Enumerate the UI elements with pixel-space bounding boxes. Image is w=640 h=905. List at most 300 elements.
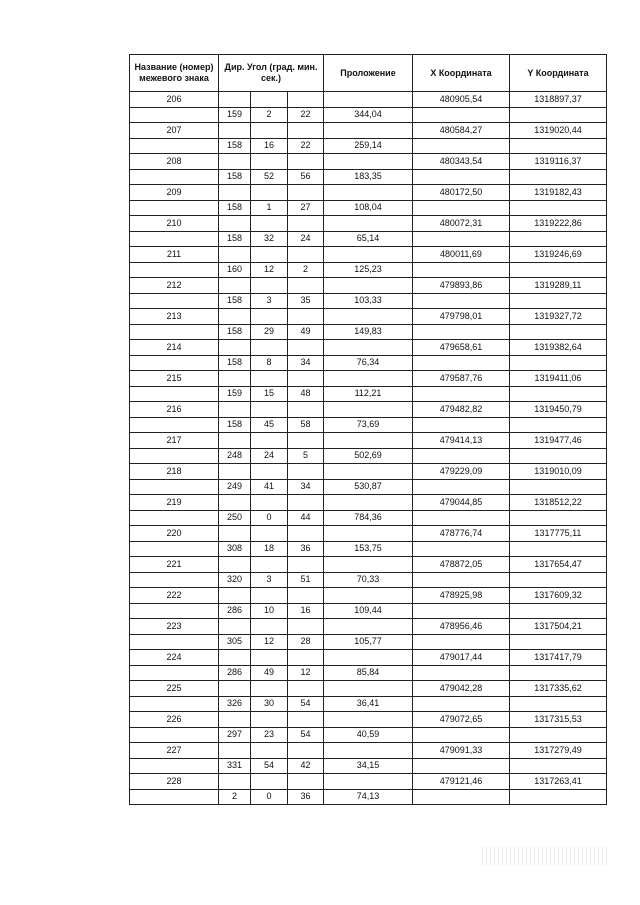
distance: 70,33	[324, 572, 413, 588]
empty-cell	[219, 185, 251, 201]
empty-cell	[510, 789, 607, 804]
empty-cell	[251, 185, 288, 201]
empty-cell	[288, 309, 324, 325]
y-coordinate: 1319450,79	[510, 402, 607, 418]
angle-degrees: 158	[219, 231, 251, 247]
empty-cell	[219, 712, 251, 728]
angle-minutes: 1	[251, 200, 288, 216]
empty-cell	[510, 355, 607, 371]
distance: 74,13	[324, 789, 413, 804]
empty-cell	[510, 541, 607, 557]
empty-cell	[510, 603, 607, 619]
empty-cell	[219, 650, 251, 666]
empty-cell	[288, 774, 324, 790]
y-coordinate: 1319246,69	[510, 247, 607, 263]
distance: 36,41	[324, 696, 413, 712]
empty-cell	[130, 603, 219, 619]
point-name: 213	[130, 309, 219, 325]
point-name: 221	[130, 557, 219, 573]
x-coordinate: 480343,54	[413, 154, 510, 170]
empty-cell	[288, 619, 324, 635]
empty-cell	[413, 262, 510, 278]
empty-cell	[219, 433, 251, 449]
angle-seconds: 58	[288, 417, 324, 433]
empty-cell	[219, 526, 251, 542]
empty-cell	[219, 743, 251, 759]
empty-cell	[219, 92, 251, 108]
table-row-point	[130, 309, 607, 325]
empty-cell	[324, 154, 413, 170]
empty-cell	[219, 216, 251, 232]
empty-cell	[413, 448, 510, 464]
angle-degrees: 248	[219, 448, 251, 464]
distance: 183,35	[324, 169, 413, 185]
angle-degrees: 331	[219, 758, 251, 774]
table-row-segment	[130, 262, 607, 278]
y-coordinate: 1317609,32	[510, 588, 607, 604]
empty-cell	[324, 123, 413, 139]
empty-cell	[130, 231, 219, 247]
empty-cell	[288, 216, 324, 232]
empty-cell	[288, 650, 324, 666]
angle-minutes: 41	[251, 479, 288, 495]
angle-seconds: 48	[288, 386, 324, 402]
distance: 125,23	[324, 262, 413, 278]
empty-cell	[130, 386, 219, 402]
angle-degrees: 158	[219, 169, 251, 185]
empty-cell	[219, 371, 251, 387]
table-row-segment	[130, 293, 607, 309]
empty-cell	[510, 727, 607, 743]
empty-cell	[251, 278, 288, 294]
empty-cell	[510, 417, 607, 433]
angle-minutes: 15	[251, 386, 288, 402]
x-coordinate: 480905,54	[413, 92, 510, 108]
y-coordinate: 1317335,62	[510, 681, 607, 697]
empty-cell	[413, 138, 510, 154]
empty-cell	[324, 681, 413, 697]
point-name: 210	[130, 216, 219, 232]
angle-degrees: 159	[219, 386, 251, 402]
y-coordinate: 1319010,09	[510, 464, 607, 480]
x-coordinate: 478776,74	[413, 526, 510, 542]
table-row-segment	[130, 479, 607, 495]
empty-cell	[324, 185, 413, 201]
table-row-segment	[130, 634, 607, 650]
angle-seconds: 28	[288, 634, 324, 650]
table-row-segment	[130, 696, 607, 712]
empty-cell	[130, 169, 219, 185]
distance: 530,87	[324, 479, 413, 495]
angle-minutes: 12	[251, 262, 288, 278]
angle-minutes: 2	[251, 107, 288, 123]
point-name: 211	[130, 247, 219, 263]
empty-cell	[324, 743, 413, 759]
table-row-segment	[130, 789, 607, 804]
point-name: 215	[130, 371, 219, 387]
empty-cell	[288, 278, 324, 294]
empty-cell	[251, 340, 288, 356]
empty-cell	[130, 479, 219, 495]
distance: 502,69	[324, 448, 413, 464]
angle-seconds: 36	[288, 789, 324, 804]
empty-cell	[219, 402, 251, 418]
empty-cell	[130, 138, 219, 154]
empty-cell	[130, 789, 219, 804]
empty-cell	[510, 200, 607, 216]
angle-seconds: 51	[288, 572, 324, 588]
table-row-point	[130, 526, 607, 542]
angle-minutes: 8	[251, 355, 288, 371]
distance: 344,04	[324, 107, 413, 123]
table-row-segment	[130, 541, 607, 557]
point-name: 208	[130, 154, 219, 170]
empty-cell	[413, 324, 510, 340]
angle-degrees: 326	[219, 696, 251, 712]
distance: 149,83	[324, 324, 413, 340]
table-row-point	[130, 681, 607, 697]
empty-cell	[413, 510, 510, 526]
empty-cell	[219, 309, 251, 325]
header-x: X Координата	[413, 55, 510, 92]
table-row-point	[130, 588, 607, 604]
y-coordinate: 1317315,53	[510, 712, 607, 728]
angle-seconds: 2	[288, 262, 324, 278]
table-row-point	[130, 774, 607, 790]
empty-cell	[324, 526, 413, 542]
table-row-segment	[130, 727, 607, 743]
y-coordinate: 1317263,41	[510, 774, 607, 790]
y-coordinate: 1319411,06	[510, 371, 607, 387]
angle-seconds: 34	[288, 479, 324, 495]
empty-cell	[413, 603, 510, 619]
header-y: Y Координата	[510, 55, 607, 92]
empty-cell	[251, 247, 288, 263]
empty-cell	[510, 572, 607, 588]
angle-minutes: 54	[251, 758, 288, 774]
angle-minutes: 32	[251, 231, 288, 247]
empty-cell	[288, 340, 324, 356]
empty-cell	[324, 557, 413, 573]
distance: 109,44	[324, 603, 413, 619]
x-coordinate: 479658,61	[413, 340, 510, 356]
empty-cell	[288, 681, 324, 697]
scan-artifact	[482, 846, 610, 866]
empty-cell	[130, 107, 219, 123]
empty-cell	[510, 386, 607, 402]
y-coordinate: 1319382,64	[510, 340, 607, 356]
x-coordinate: 479091,33	[413, 743, 510, 759]
table-row-point	[130, 278, 607, 294]
angle-minutes: 12	[251, 634, 288, 650]
empty-cell	[413, 386, 510, 402]
empty-cell	[413, 231, 510, 247]
table-row-segment	[130, 231, 607, 247]
empty-cell	[219, 154, 251, 170]
empty-cell	[288, 743, 324, 759]
angle-minutes: 3	[251, 293, 288, 309]
empty-cell	[288, 433, 324, 449]
angle-degrees: 297	[219, 727, 251, 743]
empty-cell	[130, 727, 219, 743]
empty-cell	[510, 107, 607, 123]
x-coordinate: 480072,31	[413, 216, 510, 232]
empty-cell	[413, 541, 510, 557]
table-row-point	[130, 402, 607, 418]
empty-cell	[413, 696, 510, 712]
empty-cell	[130, 200, 219, 216]
empty-cell	[130, 293, 219, 309]
empty-cell	[219, 123, 251, 139]
empty-cell	[288, 371, 324, 387]
x-coordinate: 480584,27	[413, 123, 510, 139]
distance: 65,14	[324, 231, 413, 247]
point-name: 219	[130, 495, 219, 511]
empty-cell	[130, 541, 219, 557]
angle-minutes: 23	[251, 727, 288, 743]
x-coordinate: 479229,09	[413, 464, 510, 480]
empty-cell	[324, 247, 413, 263]
empty-cell	[251, 216, 288, 232]
table-row-segment	[130, 603, 607, 619]
empty-cell	[413, 634, 510, 650]
empty-cell	[130, 262, 219, 278]
empty-cell	[324, 774, 413, 790]
y-coordinate: 1317775,11	[510, 526, 607, 542]
empty-cell	[219, 340, 251, 356]
table-row-segment	[130, 665, 607, 681]
angle-seconds: 44	[288, 510, 324, 526]
angle-minutes: 30	[251, 696, 288, 712]
empty-cell	[288, 247, 324, 263]
angle-degrees: 2	[219, 789, 251, 804]
table-row-point	[130, 650, 607, 666]
empty-cell	[251, 123, 288, 139]
empty-cell	[510, 758, 607, 774]
distance: 76,34	[324, 355, 413, 371]
y-coordinate: 1317279,49	[510, 743, 607, 759]
point-name: 212	[130, 278, 219, 294]
empty-cell	[324, 402, 413, 418]
empty-cell	[130, 665, 219, 681]
empty-cell	[413, 665, 510, 681]
x-coordinate: 479042,28	[413, 681, 510, 697]
empty-cell	[251, 371, 288, 387]
angle-seconds: 24	[288, 231, 324, 247]
table-row-segment	[130, 200, 607, 216]
point-name: 209	[130, 185, 219, 201]
distance: 784,36	[324, 510, 413, 526]
table-row-segment	[130, 386, 607, 402]
distance: 259,14	[324, 138, 413, 154]
angle-seconds: 12	[288, 665, 324, 681]
empty-cell	[251, 774, 288, 790]
angle-minutes: 3	[251, 572, 288, 588]
table-row-segment	[130, 107, 607, 123]
table-row-point	[130, 495, 607, 511]
empty-cell	[251, 588, 288, 604]
angle-degrees: 286	[219, 603, 251, 619]
y-coordinate: 1319222,86	[510, 216, 607, 232]
empty-cell	[251, 309, 288, 325]
empty-cell	[510, 293, 607, 309]
empty-cell	[510, 634, 607, 650]
table-row-point	[130, 185, 607, 201]
empty-cell	[251, 495, 288, 511]
y-coordinate: 1319182,43	[510, 185, 607, 201]
x-coordinate: 480172,50	[413, 185, 510, 201]
distance: 40,59	[324, 727, 413, 743]
empty-cell	[324, 619, 413, 635]
empty-cell	[510, 324, 607, 340]
empty-cell	[413, 789, 510, 804]
angle-degrees: 158	[219, 355, 251, 371]
empty-cell	[324, 588, 413, 604]
empty-cell	[251, 650, 288, 666]
empty-cell	[219, 774, 251, 790]
empty-cell	[288, 123, 324, 139]
empty-cell	[413, 355, 510, 371]
point-name: 226	[130, 712, 219, 728]
distance: 85,84	[324, 665, 413, 681]
angle-seconds: 5	[288, 448, 324, 464]
x-coordinate: 480011,69	[413, 247, 510, 263]
angle-seconds: 16	[288, 603, 324, 619]
empty-cell	[251, 464, 288, 480]
empty-cell	[510, 696, 607, 712]
empty-cell	[251, 712, 288, 728]
x-coordinate: 479414,13	[413, 433, 510, 449]
angle-degrees: 158	[219, 293, 251, 309]
point-name: 225	[130, 681, 219, 697]
table-body	[130, 92, 607, 805]
empty-cell	[288, 495, 324, 511]
empty-cell	[413, 479, 510, 495]
empty-cell	[130, 448, 219, 464]
table-row-segment	[130, 448, 607, 464]
point-name: 217	[130, 433, 219, 449]
table-row-segment	[130, 510, 607, 526]
point-name: 222	[130, 588, 219, 604]
table-row-point	[130, 557, 607, 573]
x-coordinate: 479798,01	[413, 309, 510, 325]
empty-cell	[324, 371, 413, 387]
empty-cell	[288, 464, 324, 480]
distance: 153,75	[324, 541, 413, 557]
angle-seconds: 35	[288, 293, 324, 309]
empty-cell	[288, 588, 324, 604]
empty-cell	[251, 526, 288, 542]
y-coordinate: 1319020,44	[510, 123, 607, 139]
angle-degrees: 158	[219, 200, 251, 216]
empty-cell	[219, 495, 251, 511]
point-name: 224	[130, 650, 219, 666]
angle-degrees: 159	[219, 107, 251, 123]
table-row-point	[130, 123, 607, 139]
empty-cell	[510, 262, 607, 278]
y-coordinate: 1317504,21	[510, 619, 607, 635]
angle-seconds: 42	[288, 758, 324, 774]
empty-cell	[219, 247, 251, 263]
empty-cell	[413, 293, 510, 309]
angle-minutes: 49	[251, 665, 288, 681]
x-coordinate: 478956,46	[413, 619, 510, 635]
point-name: 214	[130, 340, 219, 356]
table-row-segment	[130, 138, 607, 154]
table-row-point	[130, 216, 607, 232]
header-angle: Дир. Угол (град. мин. сек.)	[219, 55, 324, 92]
empty-cell	[324, 92, 413, 108]
empty-cell	[251, 743, 288, 759]
angle-seconds: 27	[288, 200, 324, 216]
empty-cell	[251, 619, 288, 635]
empty-cell	[413, 169, 510, 185]
distance: 103,33	[324, 293, 413, 309]
angle-minutes: 0	[251, 789, 288, 804]
table-row-point	[130, 619, 607, 635]
empty-cell	[288, 92, 324, 108]
table-row-segment	[130, 355, 607, 371]
empty-cell	[219, 278, 251, 294]
empty-cell	[510, 665, 607, 681]
y-coordinate: 1318512,22	[510, 495, 607, 511]
empty-cell	[324, 433, 413, 449]
empty-cell	[413, 727, 510, 743]
angle-minutes: 52	[251, 169, 288, 185]
table-row-point	[130, 247, 607, 263]
distance: 108,04	[324, 200, 413, 216]
x-coordinate: 478872,05	[413, 557, 510, 573]
x-coordinate: 479893,86	[413, 278, 510, 294]
empty-cell	[324, 340, 413, 356]
empty-cell	[251, 154, 288, 170]
angle-minutes: 10	[251, 603, 288, 619]
header-row	[130, 55, 607, 92]
angle-minutes: 45	[251, 417, 288, 433]
header-distance: Проложение	[324, 55, 413, 92]
boundary-coordinates-table	[129, 54, 607, 805]
empty-cell	[251, 557, 288, 573]
empty-cell	[130, 324, 219, 340]
angle-seconds: 49	[288, 324, 324, 340]
angle-minutes: 29	[251, 324, 288, 340]
empty-cell	[288, 185, 324, 201]
y-coordinate: 1318897,37	[510, 92, 607, 108]
angle-degrees: 250	[219, 510, 251, 526]
angle-degrees: 308	[219, 541, 251, 557]
table-row-segment	[130, 324, 607, 340]
angle-degrees: 158	[219, 324, 251, 340]
table-row-segment	[130, 572, 607, 588]
table-row-point	[130, 464, 607, 480]
table-row-point	[130, 433, 607, 449]
empty-cell	[219, 557, 251, 573]
table-row-point	[130, 712, 607, 728]
empty-cell	[324, 712, 413, 728]
empty-cell	[219, 681, 251, 697]
table-row-segment	[130, 758, 607, 774]
empty-cell	[130, 634, 219, 650]
empty-cell	[413, 572, 510, 588]
empty-cell	[413, 417, 510, 433]
angle-seconds: 54	[288, 727, 324, 743]
empty-cell	[251, 681, 288, 697]
empty-cell	[324, 309, 413, 325]
table-row-segment	[130, 417, 607, 433]
empty-cell	[324, 650, 413, 666]
point-name: 216	[130, 402, 219, 418]
point-name: 206	[130, 92, 219, 108]
